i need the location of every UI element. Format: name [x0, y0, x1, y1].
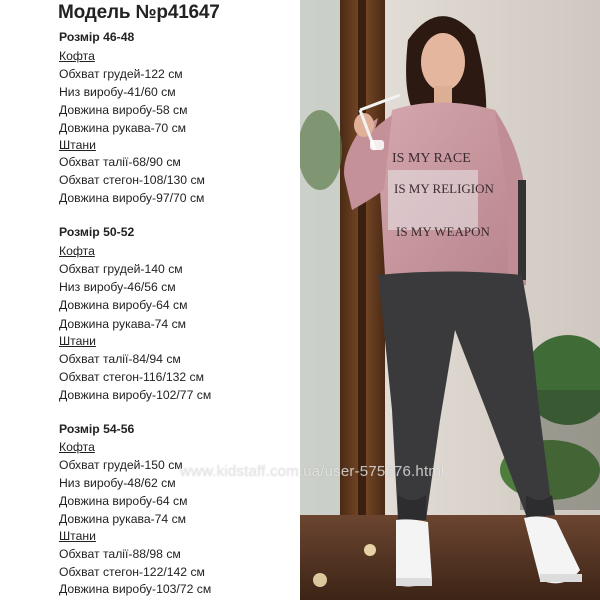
size-header: Розмір 46-48 — [59, 30, 135, 44]
measurement: Обхват талії-68/90 см — [59, 155, 181, 169]
print-line-1: IS MY RACE — [392, 151, 471, 166]
measurement: Довжина виробу-64 см — [59, 298, 188, 312]
category-label: Штани — [59, 138, 96, 152]
measurement: Обхват талії-84/94 см — [59, 352, 181, 366]
measurement: Довжина виробу-97/70 см — [59, 191, 205, 205]
size-header: Розмір 54-56 — [59, 422, 135, 436]
category-label: Штани — [59, 529, 96, 543]
measurement: Обхват грудей-122 см — [59, 67, 183, 81]
category-label: Кофта — [59, 440, 95, 454]
measurement: Обхват стегон-116/132 см — [59, 370, 205, 384]
measurement: Низ виробу-46/56 см — [59, 280, 176, 294]
measurement: Обхват грудей-140 см — [59, 262, 183, 276]
measurement: Довжина виробу-102/77 см — [59, 388, 212, 402]
measurement: Довжина виробу-58 см — [59, 103, 188, 117]
product-photo — [300, 0, 600, 600]
measurement: Довжина виробу-103/72 см — [59, 582, 212, 596]
print-line-3: IS MY WEAPON — [396, 224, 490, 239]
print-line-2: IS MY RELIGION — [394, 181, 494, 196]
measurement: Обхват стегон-108/130 см — [59, 173, 205, 187]
measurement: Довжина рукава-70 см — [59, 121, 187, 135]
measurement: Довжина рукава-74 см — [59, 317, 187, 331]
measurement: Обхват стегон-122/142 см — [59, 565, 205, 579]
category-label: Кофта — [59, 49, 95, 63]
model-title: Модель №р41647 — [58, 2, 220, 23]
measurement: Низ виробу-41/60 см — [59, 85, 176, 99]
measurement: Довжина рукава-74 см — [59, 512, 187, 526]
category-label: Штани — [59, 334, 96, 348]
watermark: www.kidstaff.com.ua/user-575676.html — [180, 463, 445, 480]
measurement: Обхват грудей-150 см — [59, 458, 183, 472]
measurement: Низ виробу-48/62 см — [59, 476, 176, 490]
measurement: Обхват талії-88/98 см — [59, 547, 181, 561]
measurement: Довжина виробу-64 см — [59, 494, 188, 508]
size-header: Розмір 50-52 — [59, 225, 135, 239]
category-label: Кофта — [59, 244, 95, 258]
model-illustration — [300, 0, 600, 600]
